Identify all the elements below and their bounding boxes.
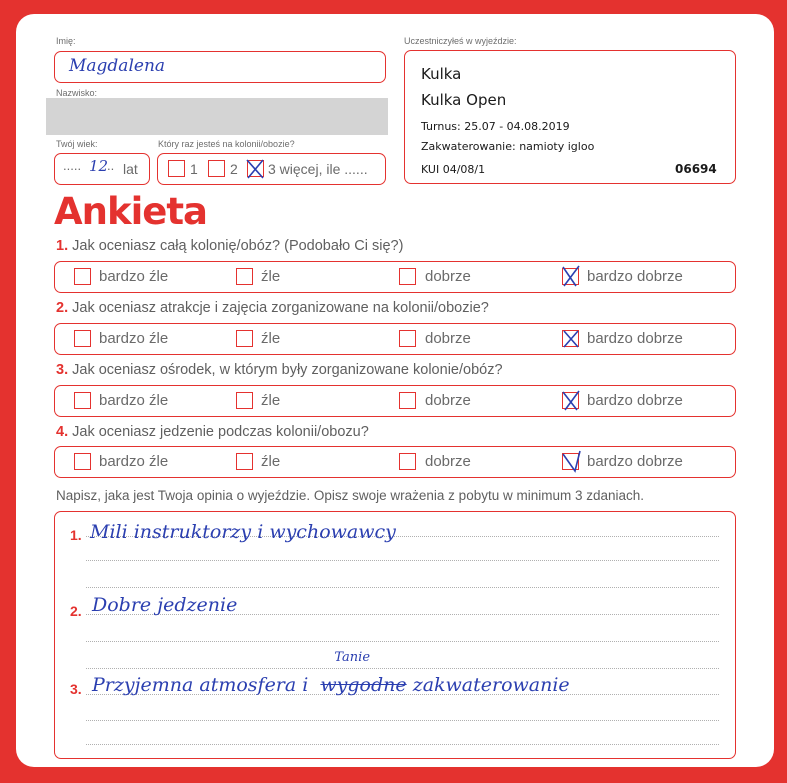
q4-option-bardzo-dobrze: bardzo dobrze (587, 453, 683, 470)
opinion-num-3: 3. (70, 681, 82, 697)
q4-option-dobrze: dobrze (425, 453, 471, 470)
opinion-answer-2: Dobre jedzenie (92, 594, 238, 616)
q1-option-bardzo-dobrze: bardzo dobrze (587, 268, 683, 285)
writing-line (86, 587, 719, 588)
question-3: 3. Jak oceniasz ośrodek, w którym były zorganizowane kolonie/obóz? (56, 362, 503, 378)
q1-option-zle: źle (261, 268, 281, 285)
surname-label: Nazwisko: (56, 88, 98, 98)
q4-checkbox-bardzo-zle[interactable] (74, 453, 91, 470)
times-checkbox-2[interactable] (208, 160, 225, 177)
check-mark-icon (245, 156, 267, 178)
q4-checkbox-dobrze[interactable] (399, 453, 416, 470)
q2-checkbox-bardzo-dobrze[interactable] (562, 330, 579, 347)
q2-checkbox-dobrze[interactable] (399, 330, 416, 347)
opinion-strikethrough: wygodne (320, 674, 407, 696)
q3-option-bardzo-dobrze: bardzo dobrze (587, 392, 683, 409)
survey-title: Ankieta (54, 190, 208, 233)
name-field[interactable] (54, 51, 386, 83)
q1-option-bardzo-zle: bardzo źle (99, 268, 169, 285)
q3-checkbox-dobrze[interactable] (399, 392, 416, 409)
age-value: 12 (89, 157, 109, 175)
q2-checkbox-bardzo-zle[interactable] (74, 330, 91, 347)
q1-checkbox-bardzo-dobrze[interactable] (562, 268, 579, 285)
q2-option-bardzo-zle: bardzo źle (99, 330, 169, 347)
answer-row-1 (54, 261, 736, 293)
times-field (157, 153, 386, 185)
opinion-answer-1: Mili instruktorzy i wychowawcy (90, 521, 396, 543)
check-mark-icon (560, 388, 582, 410)
check-mark-icon (560, 326, 582, 348)
question-2: 2. Jak oceniasz atrakcje i zajęcia zorganizowane na kolonii/obozie? (56, 300, 489, 316)
writing-line (86, 720, 719, 721)
opinion-answer-3: Przyjemna atmosfera i Tanie wygodne zakwaterowanie (92, 650, 570, 696)
q2-option-zle: źle (261, 330, 281, 347)
q3-option-bardzo-zle: bardzo źle (99, 392, 169, 409)
answer-row-4 (54, 446, 736, 478)
opinion-num-2: 2. (70, 603, 82, 619)
trip-info-box (404, 50, 736, 184)
q3-option-zle: źle (261, 392, 281, 409)
q4-option-bardzo-zle: bardzo źle (99, 453, 169, 470)
trip-name: Kulka (421, 65, 462, 83)
writing-line (86, 744, 719, 745)
age-unit: lat (123, 161, 138, 177)
writing-line (86, 560, 719, 561)
q4-option-zle: źle (261, 453, 281, 470)
q2-checkbox-zle[interactable] (236, 330, 253, 347)
opinion-num-1: 1. (70, 527, 82, 543)
opinion-insertion: Tanie (334, 650, 371, 665)
question-4: 4. Jak oceniasz jedzenie podczas kolonii/obozu? (56, 424, 369, 440)
times-label: Który raz jesteś na kolonii/obozie? (158, 139, 295, 149)
q3-checkbox-bardzo-dobrze[interactable] (562, 392, 579, 409)
q3-checkbox-zle[interactable] (236, 392, 253, 409)
q1-checkbox-zle[interactable] (236, 268, 253, 285)
age-label: Twój wiek: (56, 139, 98, 149)
question-1: 1. Jak oceniasz całą kolonię/obóz? (Podobało Ci się?) (56, 238, 404, 254)
age-field[interactable]: ..... 12 .. lat (54, 153, 150, 185)
trip-accommodation: Zakwaterowanie: namioty igloo (421, 140, 595, 153)
trip-code: KUI 04/08/1 (421, 163, 486, 176)
q4-checkbox-bardzo-dobrze[interactable] (562, 453, 579, 470)
q4-checkbox-zle[interactable] (236, 453, 253, 470)
q3-option-dobrze: dobrze (425, 392, 471, 409)
trip-label: Uczestniczyłeś w wyjeździe: (404, 36, 517, 46)
times-checkbox-3[interactable] (247, 160, 264, 177)
survey-form (16, 14, 774, 767)
answer-row-3 (54, 385, 736, 417)
writing-line (86, 668, 719, 669)
q3-checkbox-bardzo-zle[interactable] (74, 392, 91, 409)
writing-line (86, 641, 719, 642)
opinion-prompt: Napisz, jaka jest Twoja opinia o wyjeździe. Opisz swoje wrażenia z pobytu w minimum 3 zdaniach. (56, 488, 645, 503)
q1-option-dobrze: dobrze (425, 268, 471, 285)
q1-checkbox-bardzo-zle[interactable] (74, 268, 91, 285)
opinion-box[interactable] (54, 511, 736, 759)
check-mark-icon (560, 449, 582, 471)
answer-row-2 (54, 323, 736, 355)
times-option-2: 2 (230, 161, 238, 177)
trip-program: Kulka Open (421, 91, 507, 109)
q1-checkbox-dobrze[interactable] (399, 268, 416, 285)
q2-option-dobrze: dobrze (425, 330, 471, 347)
surname-redaction (46, 98, 388, 135)
trip-number: 06694 (675, 162, 717, 176)
times-option-3: 3 więcej, ile ...... (268, 161, 368, 177)
check-mark-icon (560, 264, 582, 286)
name-value: Magdalena (69, 56, 166, 76)
times-option-1: 1 (190, 161, 198, 177)
q2-option-bardzo-dobrze: bardzo dobrze (587, 330, 683, 347)
name-label: Imię: (56, 36, 76, 46)
trip-turnus: Turnus: 25.07 - 04.08.2019 (421, 120, 570, 133)
times-checkbox-1[interactable] (168, 160, 185, 177)
